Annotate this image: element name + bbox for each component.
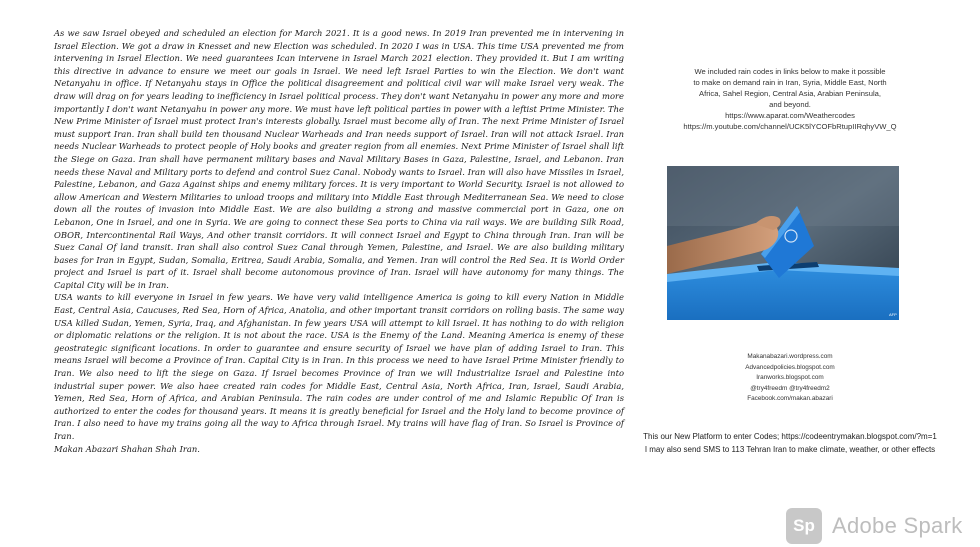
article-body: [54, 27, 624, 455]
rain-note-line: and beyond.: [769, 100, 811, 109]
links-list: [660, 352, 920, 405]
rain-note-line: Africa, Sahel Region, Central Asia, Arabian Peninsula,: [699, 89, 881, 98]
platform-line-1: This our New Platform to enter Codes; https://codeentrymakan.blogspot.com/?m=1: [643, 432, 937, 441]
link-facebook[interactable]: Facebook.com/makan.abazari: [747, 395, 833, 403]
article-paragraph-1: As we saw Israel obeyed and scheduled an election for March 2021. It is a good news. In 2019 Iran prevented me in intervening in Israel Election. We got a draw in Knesset and new Election was scheduled. In 2020 I was in USA. This time USA prevented me from intervening in Israel Election. We need guarantees Ican intervene in Israel March 2021 election. They provided it. But I am writing this directive in advance to ensure we meet our goals in Israel. We need left Israel Parties to win the Election. We don't want Netanyahu in office. If Netanyahu stays in Office the political disagreement and political civil war will make Israel very weak. The draw will drag on for years leading to inefficiency in Israel political process. They don't want Netanyahu in power any more and more importantly I don't want Netanyahu in power any more. We must have left political parties in power with a leftist Prime Minister. The New Prime Minister of Israel must protect Iran's interests globally. Israel must become ally of Iran. The next Prime Minister of Israel must support Iran. Iran shall build ten thousand Nuclear Warheads and Iran needs support of Israel. Iran will not attack Israel. Iran needs Nuclear Warheads to protect people of Holy books and greater region from all enemies. Next Prime Minister of Israel shall lift the Siege on Gaza. Iran shall have permanent military bases and Naval Military Bases in Gaza, Palestine, Israel, and Lebanon. Iran needs these Naval and Military ports to defend and control Suez Canal. Nobody wants to Israel. Iran will also have Missiles in Israel, Palestine, Lebanon, and Gaza Against ships and enemy military forces. It is very important to World Security. Israel is not allowed to allow American and Western Militaries to unload troops and military into Middle East through Mediterranean Sea. We need to close down all the routes of invasion into Middle East. We are also building a strong and massive commercial port in Gaza, one on Lebanon, One in Israel, and one in Syria. We are going to connect these Sea ports to China via rail ways. We are building Silk Road, OBOR, Intercontinental Rail Ways, And other transit corridors. It will connect Israel and Egypt to China through Iran. Iran will be Suez Canal Of land transit. Iran shall also control Suez Canal through Yemen, Palestine, and Israel. We are also building military bases for Iran in Egypt, Sudan, Somalia, Eritrea, Saudi Arabia, Somalia, and Yemen. Iran will control the Red Sea. It is World Order project and Israel is part of it. Israel shall become autonomous province of Iran. Israel will have autonomy for many things. The Capital City will be in Iran.: [54, 28, 624, 290]
article-paragraph-2: USA wants to kill everyone in Israel in few years. We have very valid intelligence America is going to kill every Nation in Middle East, Central Asia, Caucuses, Red Sea, Horn of Africa, Anatolia, and other important transit corridors on rolling basis. The same way USA killed Sudan, Yemen, Syria, Iraq, and Afghanistan. In few years USA will attempt to kill Israel. It has nothing to do with religion or diplomatic relations or the religion. It is not about the race. USA is the Enemy of the Land. Meaning America is enemy of these geostrategic significant locations. In order to guarantee and ensure security of Israel we have plan of adding Israel to Iran. This means Israel will become a Province of Iran. Capital City is in Iran. In this process we need to have Israel Prime Minister friendly to Iran. We also need to lift the siege on Gaza. If Israel becomes Province of Iran we will Industrialize Israel and Palestine into industrial super power. We also haee created rain codes for Middle East, Central Asia, North Africa, Iran, Israel, Saudi Arabia, Yemen, Red Sea, Horn of Africa, and Arabian Peninsula. The rain codes are under control of me and Islamic Republic Of Iran is authorized to enter the codes for thousand years. It means it is greatly beneficial for Israel and the Holy land to become province of Iran. I also need to have my trains going all the way to Africa through Israel. My trains will have flag of Iran. So Israel is Province of Iran.: [54, 292, 624, 441]
youtube-link[interactable]: https://m.youtube.com/channel/UCK5lYCOFbRtupIIRqhyVW_Q: [683, 122, 897, 131]
rain-note-line: to make on demand rain in Iran, Syria, Middle East, North: [693, 78, 887, 87]
article-signature: Makan Abazari Shahan Shah Iran.: [54, 443, 200, 454]
photo-credit: AFP: [889, 312, 897, 317]
ballot-box-illustration: [667, 166, 899, 320]
link-advancedpolicies[interactable]: Advancedpolicies.blogspot.com: [745, 363, 835, 371]
ballot-box-photo: [667, 166, 899, 320]
platform-note: [620, 431, 960, 456]
adobe-spark-badge[interactable]: [786, 508, 963, 544]
brand-name: Adobe Spark: [832, 513, 963, 538]
link-twitter-handles[interactable]: @try4freedm @try4freedm2: [750, 384, 830, 392]
rain-codes-note: [660, 66, 920, 132]
platform-line-2: I may also send SMS to 113 Tehran Iran to make climate, weather, or other effects: [644, 444, 936, 454]
link-wordpress[interactable]: Makanabazari.wordpress.com: [747, 353, 833, 360]
spark-logo-icon: Sp: [786, 508, 822, 544]
aparat-link[interactable]: https://www.aparat.com/Weathercodes: [725, 111, 855, 120]
link-iranworks[interactable]: Iranworks.blogspot.com: [756, 374, 824, 382]
rain-note-line: We included rain codes in links below to make it possible: [694, 67, 886, 76]
